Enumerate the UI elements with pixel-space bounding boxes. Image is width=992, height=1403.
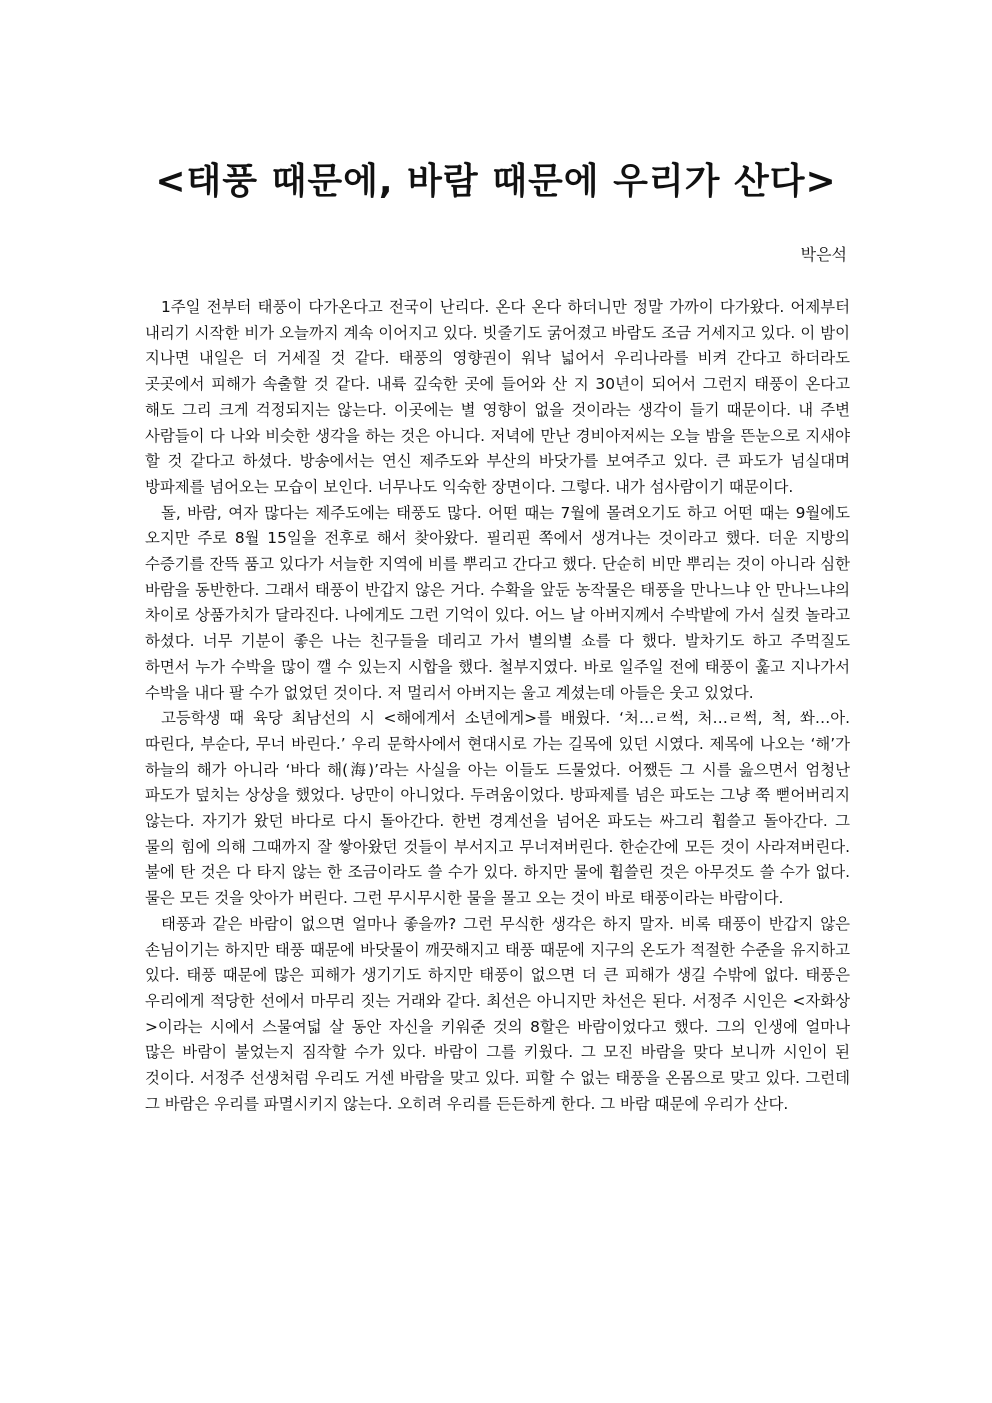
paragraph: 돌, 바람, 여자 많다는 제주도에는 태풍도 많다. 어떤 때는 7월에 몰려오기도 하고 어떤 때는 9월에도 오지만 주로 8월 15일을 전후로 해서 찾아왔다. 필리핀 쪽에서 생겨나는 것이라고 했다. 더운 지방의 수증기를 잔뜩 품고 있다가 서늘한 지역에 비를 뿌리고 간다고 했다. 단순히 비만 뿌리는 것이 아니라 심한 바람을 동반한다. 그래서 태풍이 반갑지 않은 거다. 수확을 앞둔 농작물은 태풍을 만나느냐 안 만나느냐의 차이로 상품가치가 달라진다. 나에게도 그런 기억이 있다. 어느 날 아버지께서 수박밭에 가서 실컷 놀라고 하셨다. 너무 기분이 좋은 나는 친구들을 데리고 가서 별의별 쇼를 다 했다. 발차기도 하고 주먹질도 하면서 누가 수박을 많이 깰 수 있는지 시합을 했다. 철부지였다. 바로 일주일 전에 태풍이 훑고 지나가서 수박을 내다 팔 수가 없었던 것이다. 저 멀리서 아버지는 울고 계셨는데 아들은 웃고 있었다. <box>145 503 850 702</box>
paragraph: 고등학생 때 육당 최남선의 시 <해에게서 소년에게>를 배웠다. ‘처…ㄹ썩, 처…ㄹ썩, 척, 쏴…아. 따린다, 부순다, 무너 바린다.’ 우리 문학사에서 현대시로 가는 길목에 있던 시였다. 제목에 나오는 ‘해’가 하늘의 해가 아니라 ‘바다 해(海)’라는 사실을 아는 이들도 드물었다. 어쨌든 그 시를 읊으면서 엄청난 파도가 덮치는 상상을 했었다. 낭만이 아니었다. 두려움이었다. 방파제를 넘은 파도는 그냥 쭉 뻗어버리지 않는다. 자기가 왔던 바다로 다시 돌아간다. 한번 경계선을 넘어온 파도는 싸그리 휩쓸고 돌아간다. 그 물의 힘에 의해 그때까지 잘 쌓아왔던 것들이 부서지고 무너져버린다. 한순간에 모든 것이 사라져버린다. 불에 탄 것은 다 타지 않는 한 조금이라도 쓸 수가 있다. 하지만 물에 휩쓸린 것은 아무것도 쓸 수가 없다. 물은 모든 것을 앗아가 버린다. 그런 무시무시한 물을 몰고 오는 것이 바로 태풍이라는 바람이다. <box>145 709 851 908</box>
paragraph: 태풍과 같은 바람이 없으면 얼마나 좋을까? 그런 무식한 생각은 하지 말자. 비록 태풍이 반갑지 않은 손님이기는 하지만 태풍 때문에 바닷물이 깨끗해지고 태풍 때문에 지구의 온도가 적절한 수준을 유지하고 있다. 태풍 때문에 많은 피해가 생기기도 하지만 태풍이 없으면 더 큰 피해가 생길 수밖에 없다. 태풍은 우리에게 적당한 선에서 마무리 짓는 거래와 같다. 최선은 아니지만 차선은 된다. 서정주 시인은 <자화상>이라는 시에서 스물여덟 살 동안 자신을 키워준 것의 8할은 바람이었다고 했다. 그의 인생에 얼마나 많은 바람이 불었는지 짐작할 수가 있다. 바람이 그를 키웠다. 그 모진 바람을 맞다 보니까 시인이 된 것이다. 서정주 선생처럼 우리도 거센 바람을 맞고 있다. 피할 수 없는 태풍을 온몸으로 맞고 있다. 그런데 그 바람은 우리를 파멸시키지 않는다. 오히려 우리를 든든하게 한다. 그 바람 때문에 우리가 산다. <box>145 914 850 1113</box>
paragraph: 1주일 전부터 태풍이 다가온다고 전국이 난리다. 온다 온다 하더니만 정말 가까이 다가왔다. 어제부터 내리기 시작한 비가 오늘까지 계속 이어지고 있다. 빗줄기도 굵어졌고 바람도 조금 거세지고 있다. 이 밤이 지나면 내일은 더 거세질 것 같다. 태풍의 영향권이 워낙 넓어서 우리나라를 비켜 간다고 하더라도 곳곳에서 피해가 속출할 것 같다. 내륙 깊숙한 곳에 들어와 산 지 30년이 되어서 그런지 태풍이 온다고 해도 그리 크게 걱정되지는 않는다. 이곳에는 별 영향이 없을 것이라는 생각이 들기 때문이다. 내 주변 사람들이 다 나와 비슷한 생각을 하는 것은 아니다. 저녁에 만난 경비아저씨는 오늘 밤을 뜬눈으로 지새야 할 것 같다고 하셨다. 방송에서는 연신 제주도와 부산의 바닷가를 보여주고 있다. 큰 파도가 넘실대며 방파제를 넘어오는 모습이 보인다. 너무나도 익숙한 장면이다. 그렇다. 내가 섬사람이기 때문이다. <box>145 298 850 496</box>
essay-body <box>145 295 850 1118</box>
author-name: 박은석 <box>800 245 847 264</box>
document-title: <태풍 때문에, 바람 때문에 우리가 산다> <box>155 161 837 202</box>
